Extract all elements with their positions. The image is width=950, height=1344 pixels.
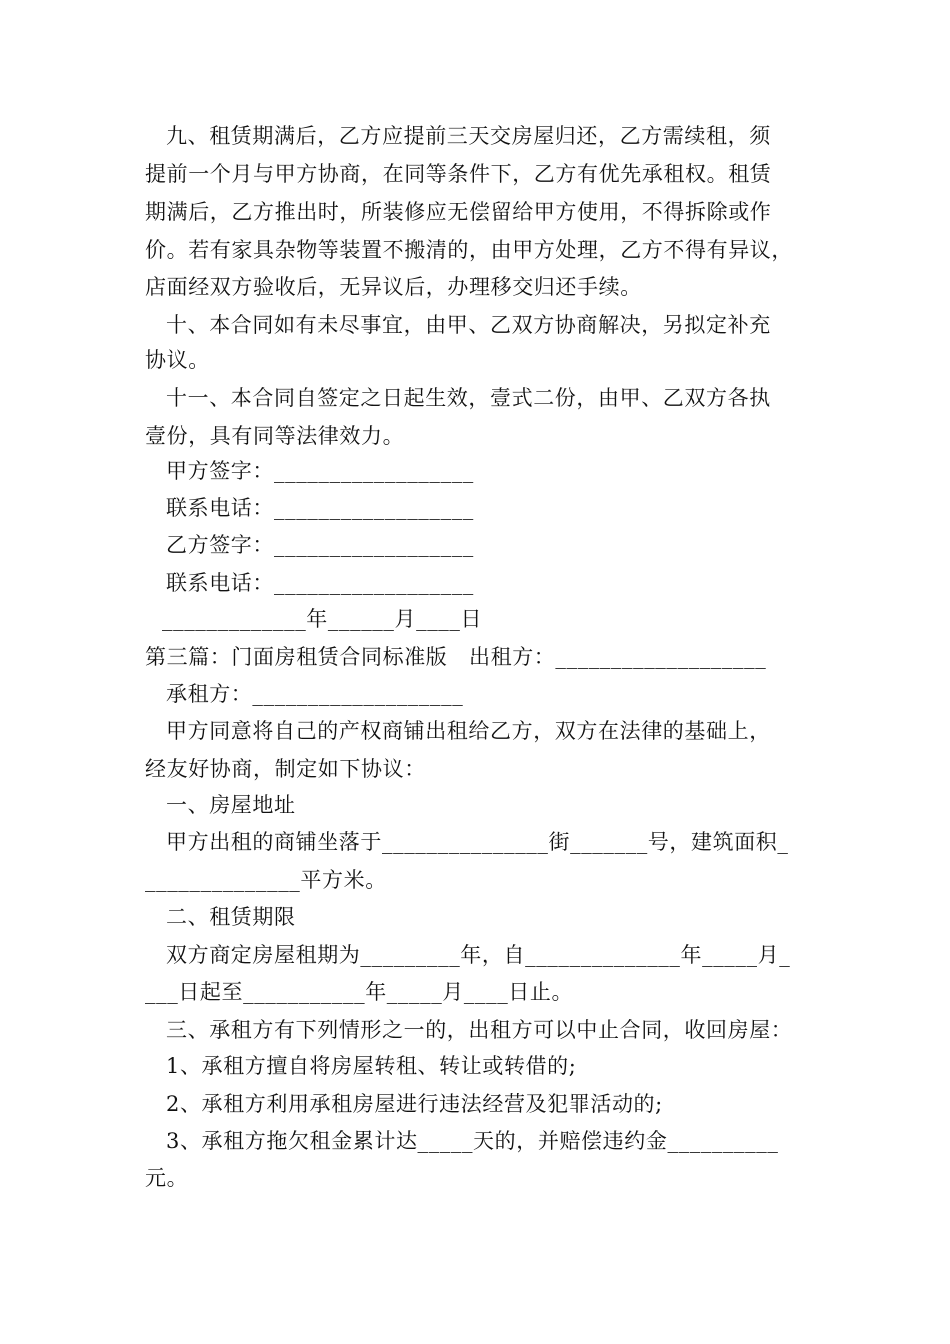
clause-9-line-2: 提前一个月与甲方协商，在同等条件下，乙方有优先承租权。租赁: [145, 162, 772, 186]
signing-date: _____________年______月____日: [162, 607, 483, 631]
party-b-phone: 联系电话：__________________: [166, 571, 474, 595]
party-a-phone: 联系电话：__________________: [166, 496, 474, 520]
clause-9-line-5: 店面经双方验收后，无异议后，办理移交归还手续。: [145, 275, 642, 299]
clause-11-line-1: 十一、本合同自签定之日起生效，壹式二份，由甲、乙双方各执: [166, 386, 771, 410]
address-line-2: ______________平方米。: [145, 868, 387, 892]
clause-10-line-1: 十、本合同如有未尽事宜，由甲、乙双方协商解决，另拟定补充: [166, 313, 771, 337]
clause-11-line-2: 壹份，具有同等法律效力。: [145, 424, 405, 448]
heading-address: 一、房屋地址: [166, 793, 296, 817]
party-b-signature: 乙方签字：__________________: [166, 533, 474, 557]
heading-lease-term: 二、租赁期限: [166, 905, 296, 929]
termination-item-1: 1、承租方擅自将房屋转租、转让或转借的;: [166, 1054, 577, 1078]
lessee-line: 承租方：___________________: [166, 682, 464, 706]
party-a-signature: 甲方签字：__________________: [166, 459, 474, 483]
termination-item-3-cont: 元。: [145, 1166, 189, 1190]
intro-line-1: 甲方同意将自己的产权商铺出租给乙方，双方在法律的基础上，: [166, 719, 771, 743]
termination-item-3: 3、承租方拖欠租金累计达_____天的，并赔偿违约金__________: [166, 1129, 779, 1153]
address-line-1: 甲方出租的商铺坐落于_______________街_______号，建筑面积_: [166, 830, 789, 854]
termination-item-2: 2、承租方利用承租房屋进行违法经营及犯罪活动的;: [166, 1092, 663, 1116]
lease-term-line-1: 双方商定房屋租期为_________年，自______________年_____月_: [166, 943, 791, 967]
intro-line-2: 经友好协商，制定如下协议：: [145, 757, 426, 781]
heading-termination: 三、承租方有下列情形之一的，出租方可以中止合同，收回房屋：: [166, 1018, 793, 1042]
lease-term-line-2: ___日起至___________年_____月____日止。: [145, 980, 574, 1004]
clause-9-line-4: 价。若有家具杂物等装置不搬清的，由甲方处理，乙方不得有异议，: [145, 238, 793, 262]
section-3-heading: 第三篇：门面房租赁合同标准版 出租方：___________________: [145, 645, 767, 669]
clause-9-line-1: 九、租赁期满后，乙方应提前三天交房屋归还，乙方需续租，须: [166, 124, 771, 148]
clause-10-line-2: 协议。: [145, 348, 210, 372]
clause-9-line-3: 期满后，乙方推出时，所装修应无偿留给甲方使用，不得拆除或作: [145, 200, 772, 224]
